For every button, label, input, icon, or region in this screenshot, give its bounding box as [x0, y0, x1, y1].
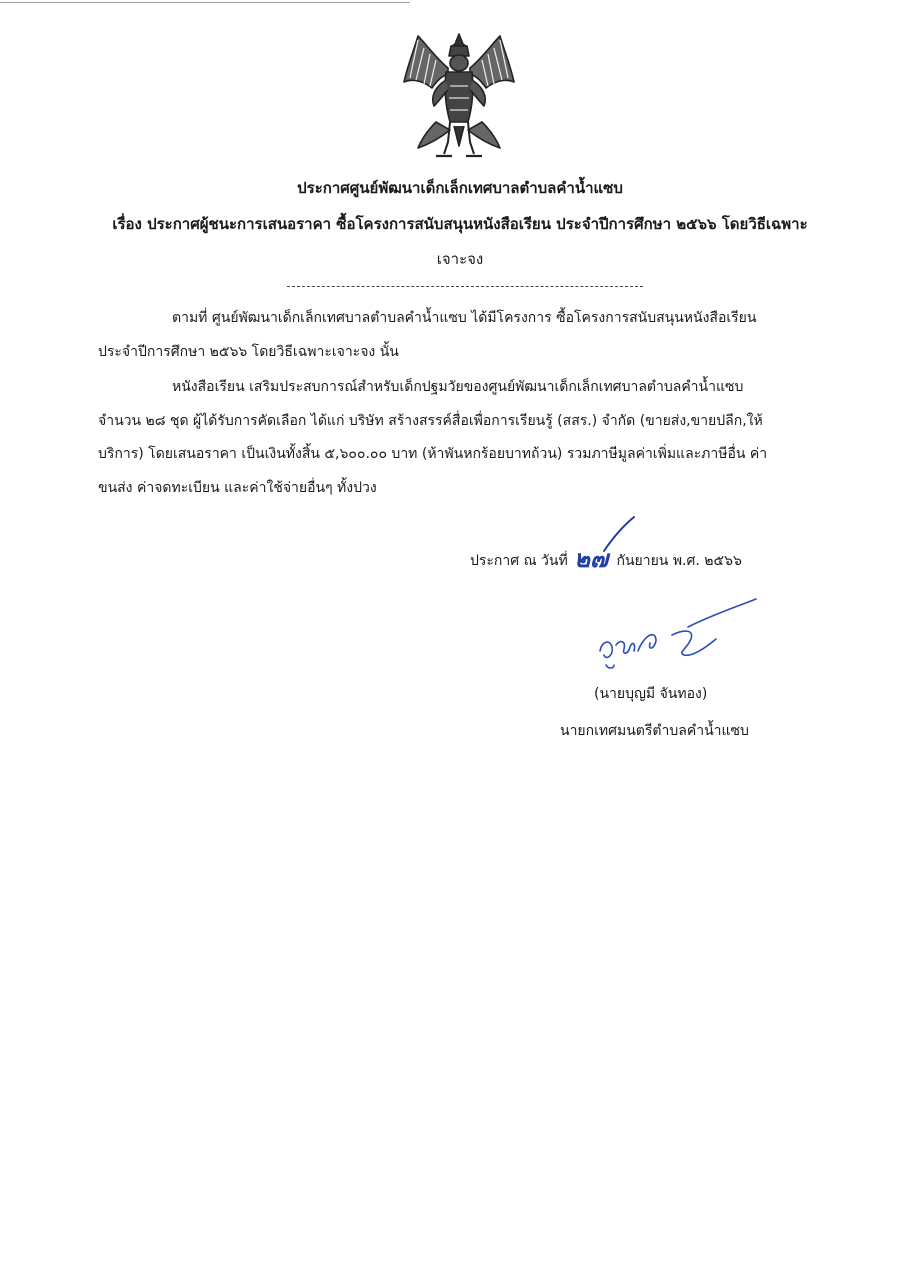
date-suffix: กันยายน พ.ศ. ๒๕๖๖ — [616, 553, 742, 569]
body-paragraph-line: ขนส่ง ค่าจดทะเบียน และค่าใช้จ่ายอื่นๆ ทั้งปวง — [98, 480, 377, 496]
body-paragraph-line: บริการ) โดยเสนอราคา เป็นเงินทั้งสิ้น ๕,๖๐๐.๐๐ บาท (ห้าพันหกร้อยบาทถ้วน) รวมภาษีมูลค่าเพิ่มและภาษีอื่น ค่า — [98, 446, 768, 462]
announcement-subject: เรื่อง ประกาศผู้ชนะการเสนอราคา ซื้อโครงการสนับสนุนหนังสือเรียน ประจำปีการศึกษา ๒๕๖๖ โดยวิธีเฉพาะ — [112, 215, 808, 233]
announcement-title: ประกาศศูนย์พัฒนาเด็กเล็กเทศบาลตำบลคำน้ำแซบ — [297, 179, 623, 197]
date-prefix: ประกาศ ณ วันที่ — [470, 553, 568, 569]
dashed-divider — [287, 286, 643, 287]
signer-name: (นายบุญมี จันทอง) — [594, 686, 708, 702]
body-paragraph-line: จำนวน ๒๘ ชุด ผู้ได้รับการคัดเลือก ได้แก่ บริษัท สร้างสรรค์สื่อเพื่อการเรียนรู้ (สสร.) จำกัด (ขายส่ง,ขายปลีก,ให้ — [98, 413, 763, 429]
signature-scribble — [592, 595, 762, 675]
signer-title: นายกเทศมนตรีตำบลคำน้ำแซบ — [560, 723, 749, 739]
body-paragraph-line: ประจำปีการศึกษา ๒๕๖๖ โดยวิธีเฉพาะเจาะจง นั้น — [98, 344, 399, 360]
body-paragraph-line: หนังสือเรียน เสริมประสบการณ์สำหรับเด็กปฐมวัยของศูนย์พัฒนาเด็กเล็กเทศบาลตำบลคำน้ำแซบ — [172, 379, 744, 395]
scan-edge-line — [0, 2, 410, 3]
garuda-emblem — [396, 30, 522, 162]
handwritten-day-stroke — [590, 515, 640, 555]
handwritten-day: ๒๗ — [574, 544, 609, 573]
body-paragraph-line: ตามที่ ศูนย์พัฒนาเด็กเล็กเทศบาลตำบลคำน้ำแซบ ได้มีโครงการ ซื้อโครงการสนับสนุนหนังสือเรียน — [172, 310, 757, 326]
announcement-subject-continued: เจาะจง — [436, 250, 484, 268]
